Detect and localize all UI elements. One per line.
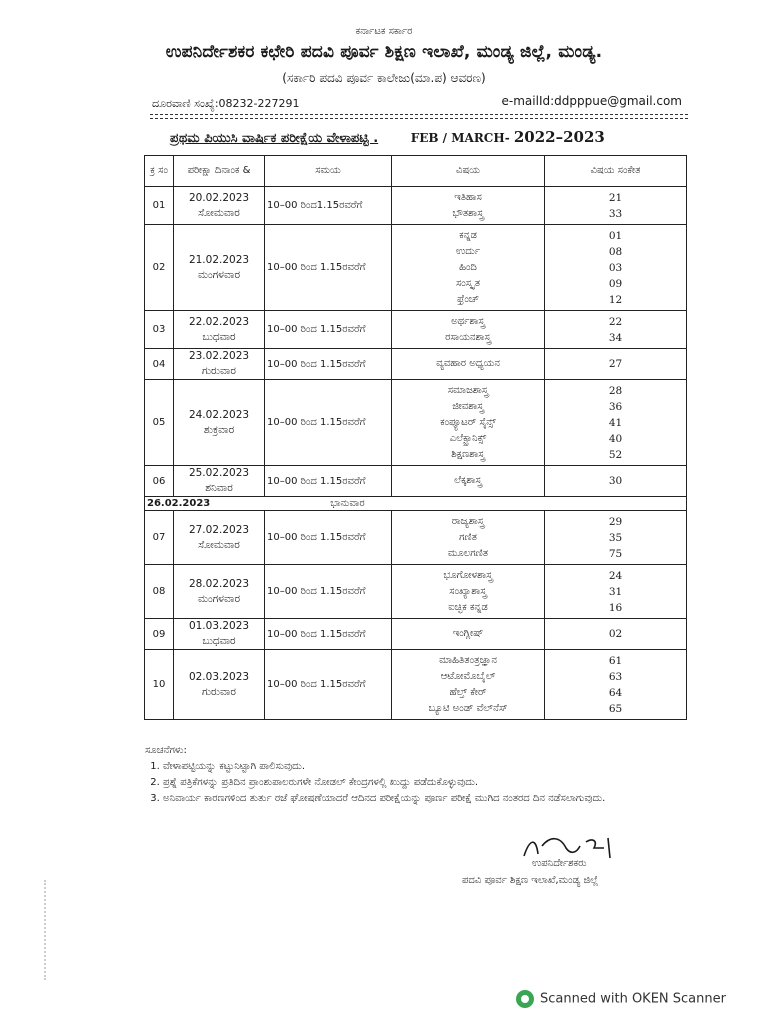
exam-time-cell: 10–00 ರಿಂದ 1.15ರವರೆಗೆ — [265, 380, 392, 466]
subject-name: ಇಂಗ್ಲೀಷ್ — [452, 628, 484, 639]
exam-time-cell: 10–00 ರಿಂದ 1.15ರವರೆಗೆ — [265, 466, 392, 497]
serial-number-cell: 01 — [145, 187, 174, 225]
signatory-office: ಪದವಿ ಪೂರ್ವ ಶಿಕ್ಷಣ ಇಲಾಖೆ,ಮಂಡ್ಯ ಜಿಲ್ಲೆ — [462, 875, 599, 886]
subject-code-cell — [545, 380, 687, 466]
subject-name: ಮಾಹಿತಿತಂತ್ರಜ್ಞಾನ — [439, 654, 497, 666]
exam-day: ಬುಧವಾರ — [202, 635, 236, 647]
subject-cell — [392, 511, 545, 565]
subject-code: 30 — [608, 475, 623, 487]
subject-name: ಜೀವಶಾಸ್ತ್ರ — [452, 400, 484, 412]
serial-number-cell: 09 — [145, 619, 174, 650]
exam-day: ಗುರುವಾರ — [202, 685, 236, 698]
subject-name: ಐಚ್ಛಿಕ ಕನ್ನಡ — [448, 601, 488, 613]
subject-code-cell — [545, 565, 687, 619]
serial-number-cell: 05 — [145, 380, 174, 466]
subject-code: 22 — [608, 315, 623, 328]
exam-date-cell — [174, 349, 265, 380]
subject-code-cell — [545, 225, 687, 311]
exam-date-cell — [174, 619, 265, 650]
instruction-item: 2. ಪ್ರಶ್ನೆ ಪತ್ರಿಕೆಗಳನ್ನು ಪ್ರತಿದಿನ ಪ್ರಾಂಶುಪಾಲರುಗಳೇ ನೋಡಲ್ ಕೇಂದ್ರಗಳಲ್ಲಿ ಖುದ್ದು ಪಡೆದುಕೊಳ್ಳುವುದು. — [163, 776, 605, 790]
scanner-logo-icon — [516, 990, 534, 1008]
scanner-watermark-text: Scanned with OKEN Scanner — [540, 991, 726, 1007]
exam-date-cell — [174, 187, 265, 225]
subject-cell — [392, 619, 545, 650]
subject-code: 28 — [608, 384, 623, 397]
subject-cell — [392, 225, 545, 311]
serial-number-cell: 02 — [145, 225, 174, 311]
exam-date: 25.02.2023 — [188, 467, 250, 479]
exam-date-cell — [174, 380, 265, 466]
subject-cell — [392, 311, 545, 349]
header-sl: ಕ್ರ ಸಂ — [145, 156, 174, 187]
subject-code: 08 — [608, 245, 623, 258]
subject-code-cell — [545, 311, 687, 349]
government-label: ಕರ್ನಾಟಕ ಸರ್ಕಾರ — [355, 26, 413, 37]
instruction-item: 3. ಅನಿವಾರ್ಯ ಕಾರಣಗಳಿಂದ ತುರ್ತು ರಜೆ ಘೋಷಣೆಯಾದರೆ ಆದಿನದ ಪರೀಕ್ಷೆಯನ್ನು ಪೂರ್ಣ ಪರೀಕ್ಷೆ ಮುಗಿದ ನಂತರದ ದಿನ ನಡೆಸಲಾಗುವುದು. — [163, 792, 605, 806]
subject-code: 02 — [608, 628, 623, 640]
subject-code: 24 — [608, 569, 623, 582]
subject-code: 09 — [608, 277, 623, 290]
exam-time-cell: 10–00 ರಿಂದ1.15ರವರೆಗೆ — [265, 187, 392, 225]
subject-name: ಶಿಕ್ಷಣಶಾಸ್ತ್ರ — [451, 448, 485, 460]
subject-name: ಮೂಲಗಣಿತ — [447, 547, 489, 559]
subject-code: 03 — [608, 261, 623, 274]
subject-name: ಕನ್ನಡ — [459, 229, 477, 241]
subject-cell — [392, 187, 545, 225]
exam-date: 22.02.2023 — [188, 315, 250, 328]
subject-code: 27 — [608, 358, 623, 370]
subject-cell — [392, 565, 545, 619]
subject-name: ಗಣಿತ — [459, 531, 477, 543]
subject-name: ಇತಿಹಾಸ — [454, 191, 482, 203]
table-row — [145, 466, 687, 497]
subject-name: ಉರ್ದು — [455, 245, 481, 257]
subject-code: 33 — [608, 207, 623, 220]
exam-day: ಶುಕ್ರವಾರ — [203, 423, 235, 436]
table-body — [145, 187, 687, 720]
header-date: ಪರೀಕ್ಷಾ ದಿನಾಂಕ & — [174, 156, 265, 187]
exam-period — [410, 128, 605, 146]
exam-date-cell — [174, 466, 265, 497]
subject-code-cell — [545, 511, 687, 565]
exam-date-cell — [174, 225, 265, 311]
subject-name: ವ್ಯವಹಾರ ಅಧ್ಯಯನ — [436, 358, 500, 369]
subject-code-cell — [545, 466, 687, 497]
serial-number-cell: 04 — [145, 349, 174, 380]
header-code: ವಿಷಯ ಸಂಕೇತ — [545, 156, 687, 187]
serial-number-cell: 07 — [145, 511, 174, 565]
subject-code: 31 — [608, 585, 623, 598]
subject-code: 34 — [608, 331, 623, 344]
holiday-cell — [145, 497, 687, 511]
subject-code: 65 — [608, 702, 623, 715]
header-subject: ವಿಷಯ — [392, 156, 545, 187]
subject-code: 35 — [608, 531, 623, 544]
exam-time-cell: 10–00 ರಿಂದ 1.15ರವರೆಗೆ — [265, 565, 392, 619]
holiday-date: 26.02.2023 — [147, 498, 211, 509]
subject-code: 63 — [608, 670, 623, 683]
signature-block — [462, 832, 702, 886]
table-row — [145, 511, 687, 565]
exam-time-cell: 10–00 ರಿಂದ 1.15ರವರೆಗೆ — [265, 511, 392, 565]
subject-cell — [392, 380, 545, 466]
subject-code: 52 — [608, 448, 623, 461]
subject-name: ಭೂಗೋಳಶಾಸ್ತ್ರ — [443, 569, 493, 581]
exam-timetable — [144, 155, 687, 720]
table-row — [145, 650, 687, 720]
exam-day: ಬುಧವಾರ — [202, 330, 236, 343]
subject-code: 29 — [608, 515, 623, 528]
subject-name: ರಸಾಯನಶಾಸ್ತ್ರ — [445, 331, 491, 343]
exam-date-cell — [174, 311, 265, 349]
subject-code: 21 — [608, 191, 623, 204]
subject-name: ರಾಜ್ಯಶಾಸ್ತ್ರ — [451, 515, 485, 527]
subject-code-cell — [545, 349, 687, 380]
exam-day: ಗುರುವಾರ — [202, 365, 236, 377]
subject-code: 40 — [608, 432, 623, 445]
serial-number-cell: 08 — [145, 565, 174, 619]
subject-name: ಸಂಖ್ಯಾಶಾಸ್ತ್ರ — [449, 585, 487, 597]
table-row — [145, 380, 687, 466]
office-title: ಉಪನಿರ್ದೇಶಕರ ಕಛೇರಿ ಪದವಿ ಪೂರ್ವ ಶಿಕ್ಷಣ ಇಲಾಖೆ, ಮಂಡ್ಯ ಜಿಲ್ಲೆ, ಮಂಡ್ಯ. — [165, 42, 603, 62]
exam-day: ಶನಿವಾರ — [205, 482, 233, 494]
exam-date: 01.03.2023 — [188, 620, 250, 632]
table-row — [145, 619, 687, 650]
subject-name: ಸಮಾಜಶಾಸ್ತ್ರ — [447, 384, 489, 396]
exam-day: ಸೋಮವಾರ — [198, 538, 240, 551]
exam-date-cell — [174, 511, 265, 565]
subject-cell — [392, 466, 545, 497]
table-row — [145, 349, 687, 380]
subject-name: ಹಿಂದಿ — [459, 261, 477, 273]
subject-name: ಸಂಸ್ಕೃತ — [455, 277, 481, 289]
campus-subtitle: (ಸರ್ಕಾರಿ ಪದವಿ ಪೂರ್ವ ಕಾಲೇಜು(ಮಾ.ಪ) ಆವರಣ) — [282, 71, 486, 85]
table-row — [145, 225, 687, 311]
subject-code: 41 — [608, 416, 623, 429]
subject-cell — [392, 349, 545, 380]
subject-cell — [392, 650, 545, 720]
exam-day: ಮಂಗಳವಾರ — [197, 592, 241, 605]
exam-day: ಮಂಗಳವಾರ — [197, 268, 241, 281]
subject-name: ಅರ್ಥಶಾಸ್ತ್ರ — [451, 315, 485, 327]
serial-number-cell: 06 — [145, 466, 174, 497]
instructions-label: ಸೂಚನೆಗಳು: — [145, 745, 187, 756]
exam-date: 21.02.2023 — [188, 253, 250, 266]
scan-edge-mark — [44, 880, 50, 980]
exam-date: 20.02.2023 — [188, 191, 250, 204]
exam-date-cell — [174, 650, 265, 720]
exam-time-cell: 10–00 ರಿಂದ 1.15ರವರೆಗೆ — [265, 225, 392, 311]
subject-code: 64 — [608, 686, 623, 699]
subject-name: ಲೆಕ್ಕಶಾಸ್ತ್ರ — [454, 475, 482, 486]
email-address: e-mailId:ddpppue@gmail.com — [501, 94, 682, 108]
timetable-title: ಪ್ರಥಮ ಪಿಯುಸಿ ವಾರ್ಷಿಕ ಪರೀಕ್ಷೆಯ ವೇಳಾಪಟ್ಟಿ . — [170, 131, 379, 146]
divider-line — [150, 118, 688, 119]
subject-code-cell — [545, 650, 687, 720]
subject-name: ಹೆಲ್ತ್ ಕೇರ್ — [449, 686, 487, 698]
subject-name: ಕಂಪ್ಯೂಟರ್ ಸೈನ್ಸ್ — [440, 416, 496, 428]
subject-code: 01 — [608, 229, 623, 242]
exam-day: ಸೋಮವಾರ — [198, 206, 240, 219]
instruction-item: 1. ವೇಳಾಪಟ್ಟಿಯನ್ನು ಕಟ್ಟುನಿಟ್ಟಾಗಿ ಪಾಲಿಸುವುದು. — [163, 760, 605, 774]
holiday-day: ಭಾನುವಾರ — [330, 498, 365, 509]
subject-name: ಎಲೆಕ್ಟ್ರಾನಿಕ್ಸ್ — [449, 432, 487, 444]
table-header-row — [145, 156, 687, 187]
instructions — [145, 745, 605, 808]
exam-date: 24.02.2023 — [188, 408, 250, 421]
exam-time-cell: 10–00 ರಿಂದ 1.15ರವರೆಗೆ — [265, 650, 392, 720]
subject-name: ಫ್ರೆಂಚ್ — [457, 293, 479, 305]
exam-time-cell: 10–00 ರಿಂದ 1.15ರವರೆಗೆ — [265, 619, 392, 650]
subject-code: 36 — [608, 400, 623, 413]
signatory-title: ಉಪನಿರ್ದೇಶಕರು — [532, 858, 587, 869]
timetable-heading — [170, 128, 605, 146]
subject-name: ಬ್ಯೂಟಿ ಅಂಡ್ ವೆಲ್‌ನೆಸ್ — [428, 702, 508, 714]
instructions-list — [163, 760, 605, 806]
holiday-row — [145, 497, 687, 511]
subject-code-cell — [545, 619, 687, 650]
exam-date: 27.02.2023 — [188, 523, 250, 536]
exam-date: 23.02.2023 — [188, 350, 250, 362]
exam-date: 28.02.2023 — [188, 577, 250, 590]
table-row — [145, 565, 687, 619]
serial-number-cell: 10 — [145, 650, 174, 720]
exam-year: 2022–2023 — [513, 128, 605, 146]
subject-name: ಆಟೋಮೊಬೈಲ್ — [440, 670, 496, 682]
exam-months: FEB / MARCH- — [410, 131, 510, 145]
table-row — [145, 311, 687, 349]
table-row — [145, 187, 687, 225]
exam-date-cell — [174, 565, 265, 619]
phone-number: ದೂರವಾಣಿ ಸಂಖ್ಯೆ:08232-227291 — [152, 97, 300, 110]
scanner-watermark — [516, 990, 726, 1008]
header-time: ಸಮಯ — [265, 156, 392, 187]
subject-code: 61 — [608, 654, 623, 667]
exam-time-cell: 10–00 ರಿಂದ 1.15ರವರೆಗೆ — [265, 349, 392, 380]
subject-name: ಭೌತಶಾಸ್ತ್ರ — [452, 207, 484, 219]
subject-code: 16 — [608, 601, 623, 614]
exam-time-cell: 10–00 ರಿಂದ 1.15ರವರೆಗೆ — [265, 311, 392, 349]
exam-date: 02.03.2023 — [188, 670, 250, 683]
subject-code: 75 — [608, 547, 623, 560]
serial-number-cell: 03 — [145, 311, 174, 349]
subject-code: 12 — [608, 293, 623, 306]
subject-code-cell — [545, 187, 687, 225]
divider-line — [150, 114, 688, 115]
